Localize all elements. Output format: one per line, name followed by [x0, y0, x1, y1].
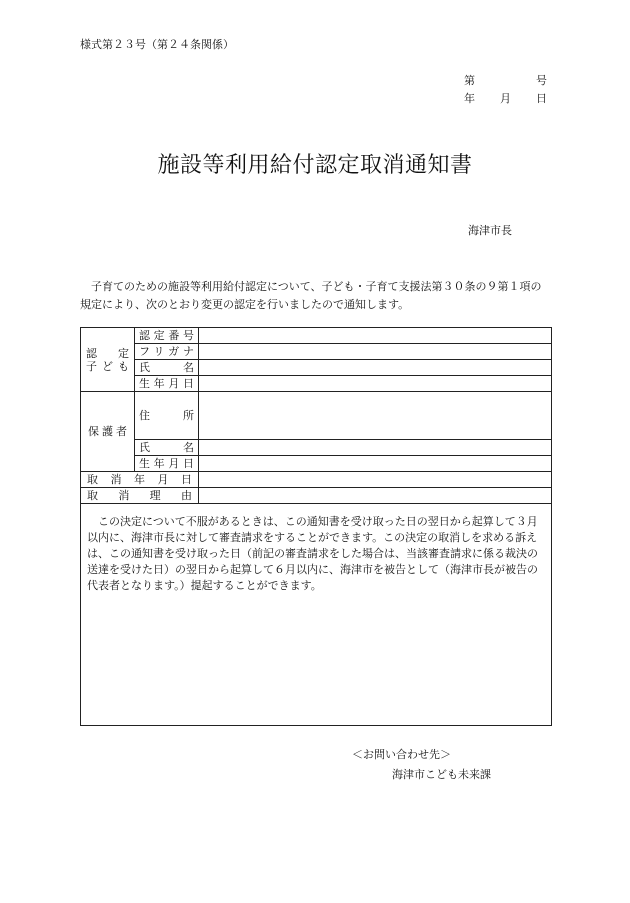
- cancel-date-label: 取消年月日: [81, 472, 199, 488]
- cancellation-table: [80, 327, 552, 726]
- cert-number-label: 認定番号: [135, 328, 199, 344]
- sender: 海津市長: [468, 224, 512, 237]
- guardian-birth-label: 生年月日: [135, 456, 199, 472]
- contact-heading: ＜お問い合わせ先＞: [352, 748, 451, 761]
- guardian-group-text: 保護者: [88, 425, 127, 438]
- guardian-birth-value: [199, 456, 552, 472]
- date-year: 年: [464, 92, 475, 105]
- child-name-label: 氏 名: [135, 360, 199, 376]
- child-group-line1: 認 定: [86, 346, 129, 360]
- document-title: 施設等利用給付認定取消通知書: [157, 153, 473, 178]
- form-number: 様式第２３号（第２４条関係）: [80, 38, 234, 51]
- guardian-group-label: [81, 392, 135, 472]
- furigana-label: フリガナ: [135, 344, 199, 360]
- cancel-reason-value: [199, 488, 552, 504]
- guardian-address-label: 住 所: [135, 392, 199, 440]
- guardian-address-value: [199, 392, 552, 440]
- intro-text: 子育てのための施設等利用給付認定について、子ども・子育て支援法第３０条の９第１項の規定により、次のとおり変更の認定を行いましたので通知します。: [80, 280, 542, 311]
- date-day: 日: [536, 92, 547, 105]
- doc-number-suffix: 号: [536, 74, 547, 87]
- child-group-label: [81, 328, 135, 392]
- furigana-value: [199, 344, 552, 360]
- child-name-value: [199, 360, 552, 376]
- child-group-line2: 子ども: [86, 359, 129, 373]
- contact-department: 海津市こども未来課: [392, 768, 491, 781]
- doc-number-prefix: 第: [464, 74, 475, 87]
- cert-number-value: [199, 328, 552, 344]
- date-month: 月: [500, 92, 511, 105]
- guardian-name-label: 氏 名: [135, 440, 199, 456]
- cancel-date-value: [199, 472, 552, 488]
- child-birth-label: 生年月日: [135, 376, 199, 392]
- appeal-notice: この決定について不服があるときは、この通知書を受け取った日の翌日から起算して３月以内に、海津市長に対して審査請求をすることができます。この決定の取消しを求める訴えは、この通知書を受け取った日（前記の審査請求をした場合は、当該審査請求に係る裁決の送達を受けた日）の翌日から起算して６月以内に、海津市を被告として（海津市長が被告の代表者となります。）提起することができます。: [81, 504, 552, 726]
- guardian-name-value: [199, 440, 552, 456]
- child-birth-value: [199, 376, 552, 392]
- cancel-reason-label: 取消理由: [81, 488, 199, 504]
